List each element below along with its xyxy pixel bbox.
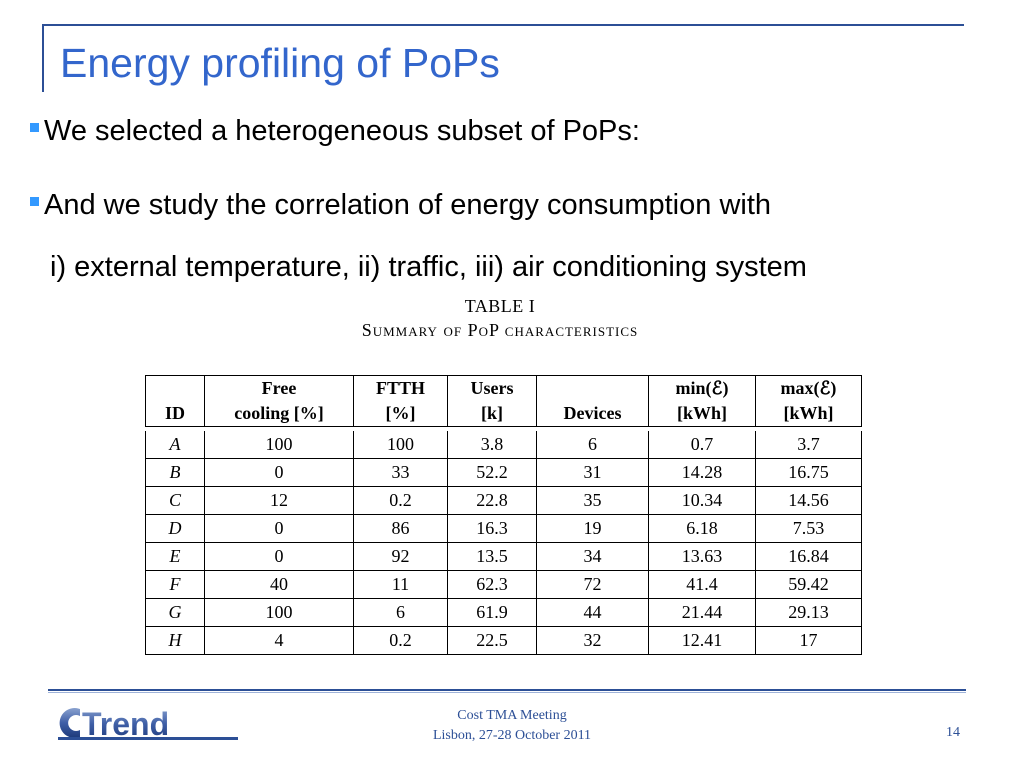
table-cell: 35 [537, 487, 649, 515]
table-cell: 6.18 [649, 515, 756, 543]
logo-wordmark: Trend [82, 706, 170, 741]
table-cell: 16.75 [756, 459, 862, 487]
table-cell: 59.42 [756, 571, 862, 599]
table-cell: 16.84 [756, 543, 862, 571]
table-row [145, 431, 862, 459]
table-cell: 0 [205, 459, 354, 487]
table-cell: 22.8 [448, 487, 537, 515]
table-cell: 10.34 [649, 487, 756, 515]
table-header-row [145, 375, 862, 401]
square-bullet-icon [30, 123, 39, 132]
table-row [145, 599, 862, 627]
table-row [145, 571, 862, 599]
table-cell: 100 [205, 599, 354, 627]
table-cell: 14.56 [756, 487, 862, 515]
header-cell: cooling [%] [205, 401, 354, 427]
table-cell: 86 [354, 515, 448, 543]
table-cell: 16.3 [448, 515, 537, 543]
table-cell: 100 [354, 431, 448, 459]
table-row [145, 627, 862, 655]
table-row [145, 487, 862, 515]
trend-logo [58, 705, 238, 741]
bullet-text: And we study the correlation of energy consumption with [44, 189, 772, 221]
table-cell: 4 [205, 627, 354, 655]
table-cell: 13.63 [649, 543, 756, 571]
table-row [145, 515, 862, 543]
header-cell: Devices [537, 401, 649, 427]
table-caption: Summary of PoP characteristics [361, 320, 639, 340]
table-cell: G [145, 599, 205, 627]
header-cell: [kWh] [649, 401, 756, 427]
table-cell: 13.5 [448, 543, 537, 571]
table-cell: 11 [354, 571, 448, 599]
title-rule-horizontal [42, 24, 964, 26]
logo-swoosh [60, 708, 80, 738]
header-cell: ID [145, 401, 205, 427]
table-cell: 0 [205, 515, 354, 543]
table-cell: 22.5 [448, 627, 537, 655]
table-cell: H [145, 627, 205, 655]
header-cell: Free [205, 375, 354, 401]
header-cell: [kWh] [756, 401, 862, 427]
header-cell: [%] [354, 401, 448, 427]
pop-summary-table [145, 375, 862, 655]
table-cell: 3.7 [756, 431, 862, 459]
table-cell: 62.3 [448, 571, 537, 599]
table-cell: 61.9 [448, 599, 537, 627]
table-cell: 14.28 [649, 459, 756, 487]
table-cell: 72 [537, 571, 649, 599]
header-cell: Users [448, 375, 537, 401]
header-cell: min(ℰ) [649, 375, 756, 401]
table-cell: 17 [756, 627, 862, 655]
footer-line: Cost TMA Meeting [457, 708, 567, 723]
table-label: TABLE I [464, 296, 536, 316]
header-cell: [k] [448, 401, 537, 427]
header-cell [145, 375, 205, 401]
footer-meeting-info [412, 706, 612, 746]
table-row [145, 459, 862, 487]
footer-line: Lisbon, 27-28 October 2011 [432, 728, 592, 743]
table-row [145, 543, 862, 571]
table-cell: B [145, 459, 205, 487]
table-cell: C [145, 487, 205, 515]
table-cell: 0.2 [354, 627, 448, 655]
table-cell: 21.44 [649, 599, 756, 627]
table-cell: 92 [354, 543, 448, 571]
slide-title: Energy profiling of PoPs [60, 40, 500, 86]
table-cell: 12.41 [649, 627, 756, 655]
page-number: 14 [946, 725, 960, 740]
bullet-item [30, 115, 640, 148]
table-cell: 0 [205, 543, 354, 571]
table-cell: 40 [205, 571, 354, 599]
table-cell: 0.7 [649, 431, 756, 459]
header-cell: FTTH [354, 375, 448, 401]
table-cell: 7.53 [756, 515, 862, 543]
table-cell: E [145, 543, 205, 571]
table-cell: D [145, 515, 205, 543]
table-cell: A [145, 431, 205, 459]
title-rule-vertical [42, 24, 44, 92]
table-cell: 34 [537, 543, 649, 571]
table-cell: 12 [205, 487, 354, 515]
bullet-continuation: i) external temperature, ii) traffic, iii) air conditioning system [50, 251, 807, 283]
table-cell: 29.13 [756, 599, 862, 627]
bullet-item [30, 189, 771, 222]
table-cell: 100 [205, 431, 354, 459]
table-cell: 44 [537, 599, 649, 627]
header-cell [537, 375, 649, 401]
table-cell: 52.2 [448, 459, 537, 487]
table-cell: 3.8 [448, 431, 537, 459]
table-header-row [145, 401, 862, 427]
table-cell: 33 [354, 459, 448, 487]
footer-rule [48, 689, 966, 691]
bullet-text: We selected a heterogeneous subset of PoPs: [44, 115, 640, 147]
table-cell: F [145, 571, 205, 599]
table-cell: 19 [537, 515, 649, 543]
table-cell: 41.4 [649, 571, 756, 599]
table-cell: 0.2 [354, 487, 448, 515]
header-cell: max(ℰ) [756, 375, 862, 401]
table-cell: 6 [354, 599, 448, 627]
table-cell: 6 [537, 431, 649, 459]
footer-rule-shadow [48, 692, 966, 693]
table-cell: 31 [537, 459, 649, 487]
table-cell: 32 [537, 627, 649, 655]
square-bullet-icon [30, 197, 39, 206]
